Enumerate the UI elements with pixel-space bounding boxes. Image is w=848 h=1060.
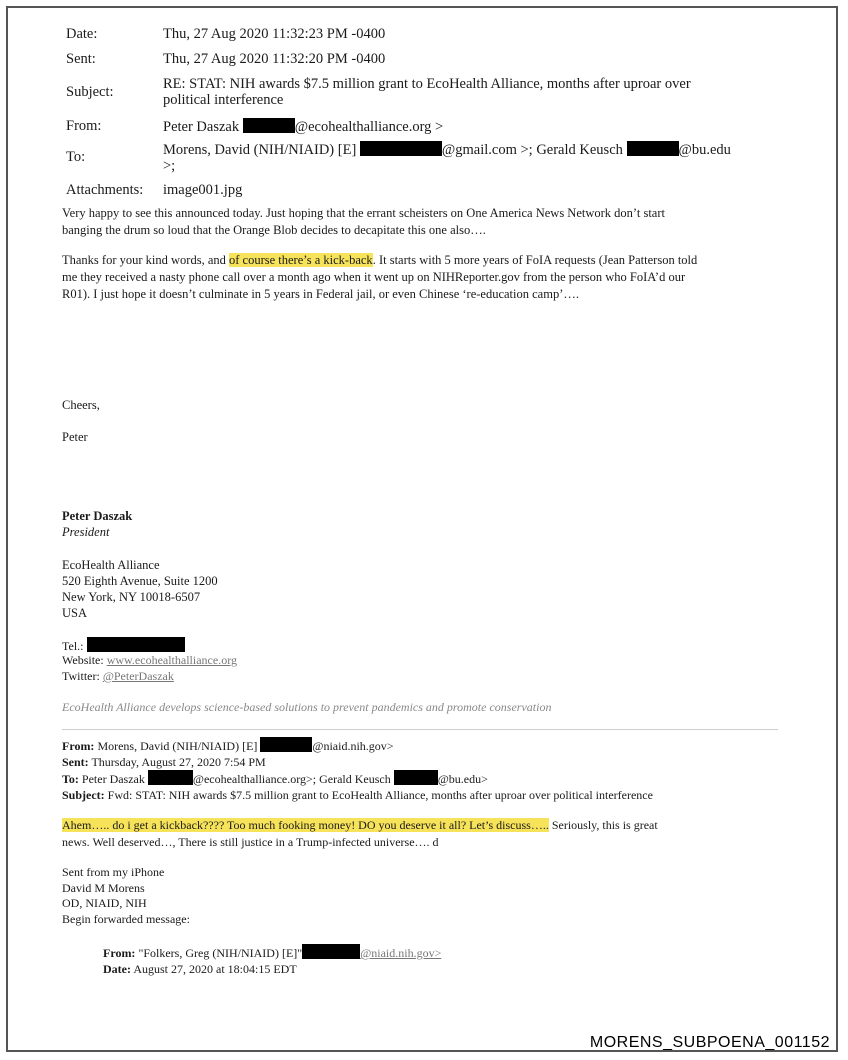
website-link[interactable]: www.ecohealthalliance.org bbox=[106, 653, 237, 667]
redaction-block bbox=[243, 118, 295, 133]
redaction-block bbox=[148, 770, 193, 785]
attachments-value[interactable]: image001.jpg bbox=[163, 182, 243, 198]
to-line-2: >; bbox=[163, 158, 176, 174]
reply-paragraph-2: Thanks for your kind words, and of course there’s a kick-back. It starts with 5 more years of FoIA requests (Jean Patterson told me they received a nasty phone call over a month ago when it went up on NIHReporter.gov from the person who FoIA’d our R01). I just hope it doesn’t culminate in 5 years in Federal jail, or even Chinese ‘re-education camp’…. bbox=[62, 253, 698, 301]
signoff: Peter bbox=[62, 430, 88, 444]
forwarded-body: Ahem….. do i get a kickback???? Too much fooking money! DO you deserve it all? Let’s discuss….. Seriously, this is great news. Well deserved…, There is still justice in a Trump-infected universe…. d bbox=[62, 818, 658, 849]
divider bbox=[62, 729, 778, 730]
redaction-block bbox=[87, 637, 185, 652]
signature-name: Peter Daszak bbox=[62, 509, 133, 523]
highlighted-text: Ahem….. do i get a kickback???? Too much fooking money! DO you deserve it all? Let’s discuss….. bbox=[62, 818, 549, 832]
signature-website: Website: www.ecohealthalliance.org bbox=[62, 653, 237, 667]
to-domain-2: @bu.edu bbox=[678, 142, 731, 158]
sent-value: Thu, 27 Aug 2020 11:32:20 PM -0400 bbox=[163, 51, 386, 67]
twitter-link[interactable]: @PeterDaszak bbox=[102, 669, 174, 683]
from-name: Peter Daszak bbox=[163, 119, 240, 135]
redaction-block bbox=[627, 141, 679, 156]
to-domain-1: @gmail.com >; Gerald Keusch bbox=[441, 142, 623, 158]
to-label: To: bbox=[66, 149, 86, 165]
signature-twitter: Twitter: @PeterDaszak bbox=[62, 669, 174, 683]
subject-line-2: political interference bbox=[163, 92, 284, 108]
signature-org: EcoHealth Alliance bbox=[62, 558, 160, 572]
date-label: Date: bbox=[66, 26, 98, 42]
to-value bbox=[163, 141, 783, 174]
redaction-block bbox=[394, 770, 438, 785]
bates-number: MORENS_SUBPOENA_001152 bbox=[589, 1034, 830, 1051]
sent-label: Sent: bbox=[66, 51, 96, 67]
signature-tagline: EcoHealth Alliance develops science-based solutions to prevent pandemics and promote conservation bbox=[62, 700, 552, 714]
subject-value bbox=[163, 76, 803, 108]
redaction-block bbox=[260, 737, 312, 752]
attachments-label: Attachments: bbox=[66, 182, 144, 198]
redaction-block bbox=[360, 141, 442, 156]
cheers: Cheers, bbox=[62, 398, 100, 412]
signature-country: USA bbox=[62, 606, 88, 620]
signature-tel: Tel.: bbox=[62, 637, 185, 655]
highlighted-text: of course there’s a kick-back bbox=[229, 253, 373, 267]
forwarded-signature: Sent from my iPhone David M Morens OD, NIAID, NIH Begin forwarded message: bbox=[62, 865, 190, 926]
date-value: Thu, 27 Aug 2020 11:32:23 PM -0400 bbox=[163, 26, 386, 42]
signature-address bbox=[62, 557, 218, 621]
inner-forward-header: From: "Folkers, Greg (NIH/NIAID) [E]" @niaid.nih.gov> Date: August 27, 2020 at 18:04:15 EDT bbox=[103, 946, 442, 976]
from-domain: @ecohealthalliance.org > bbox=[294, 119, 444, 135]
forwarded-header: From: Morens, David (NIH/NIAID) [E] @niaid.nih.gov> Sent: Thursday, August 27, 2020 7:54 PM To: Peter Daszak @ecohealthalliance.org>; Gerald Keusch @bu.edu> Subject: Fwd: STAT: NIH awards $7.5 million grant to EcoHealth Alliance, months after uproar over political interference bbox=[62, 739, 653, 802]
from-value bbox=[163, 118, 443, 135]
redaction-block bbox=[302, 944, 360, 959]
signature-title: President bbox=[62, 525, 110, 539]
reply-paragraph-1: Very happy to see this announced today. Just hoping that the errant scheisters on One America News Network don’t start banging the drum so loud that the Orange Blob decides to decapitate this one also…. bbox=[62, 206, 665, 237]
signature-address-1: 520 Eighth Avenue, Suite 1200 bbox=[62, 574, 218, 588]
subject-line-1: RE: STAT: NIH awards $7.5 million grant to EcoHealth Alliance, months after uproar over bbox=[163, 76, 691, 92]
signature-address-2: New York, NY 10018-6507 bbox=[62, 590, 201, 604]
subject-label: Subject: bbox=[66, 84, 114, 100]
to-name-1: Morens, David (NIH/NIAID) [E] bbox=[163, 142, 357, 158]
from-label: From: bbox=[66, 118, 102, 134]
